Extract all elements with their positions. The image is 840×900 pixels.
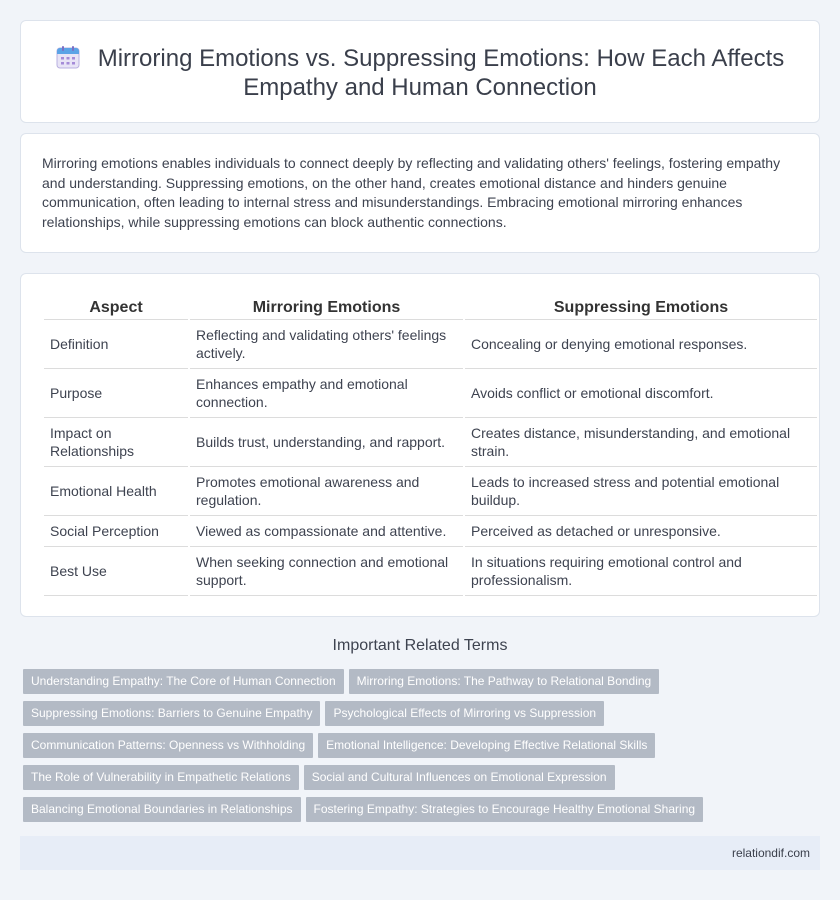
aspect-cell: Social Perception: [44, 516, 188, 547]
table-row: [44, 418, 817, 467]
column-header-mirroring: Mirroring Emotions: [190, 296, 463, 320]
table-row: [44, 516, 817, 547]
calendar-icon: [56, 45, 80, 69]
mirroring-cell: Reflecting and validating others' feelings actively.: [190, 320, 463, 369]
table-row: [44, 547, 817, 596]
column-header-aspect: Aspect: [44, 296, 188, 320]
related-term-tag[interactable]: Balancing Emotional Boundaries in Relationships: [23, 797, 301, 822]
comparison-table: [42, 296, 819, 596]
aspect-cell: Best Use: [44, 547, 188, 596]
footer: [20, 836, 820, 870]
aspect-cell: Definition: [44, 320, 188, 369]
related-term-tag[interactable]: Psychological Effects of Mirroring vs Suppression: [325, 701, 604, 726]
suppressing-cell: Avoids conflict or emotional discomfort.: [465, 369, 817, 418]
suppressing-cell: In situations requiring emotional control and professionalism.: [465, 547, 817, 596]
aspect-cell: Purpose: [44, 369, 188, 418]
related-term-tag[interactable]: Emotional Intelligence: Developing Effective Relational Skills: [318, 733, 655, 758]
related-term-tag[interactable]: Suppressing Emotions: Barriers to Genuine Empathy: [23, 701, 320, 726]
title-card: [20, 20, 820, 123]
suppressing-cell: Perceived as detached or unresponsive.: [465, 516, 817, 547]
footer-site-link[interactable]: relationdif.com: [731, 846, 810, 860]
page-title: Mirroring Emotions vs. Suppressing Emotions: How Each Affects Empathy and Human Connection: [97, 45, 785, 101]
aspect-cell: Impact on Relationships: [44, 418, 188, 467]
mirroring-cell: Builds trust, understanding, and rapport.: [190, 418, 463, 467]
table-row: [44, 320, 817, 369]
related-term-tag[interactable]: The Role of Vulnerability in Empathetic Relations: [23, 765, 299, 790]
page-title-wrap: [21, 44, 819, 102]
related-terms-list: [23, 669, 823, 829]
suppressing-cell: Creates distance, misunderstanding, and emotional strain.: [465, 418, 817, 467]
mirroring-cell: When seeking connection and emotional support.: [190, 547, 463, 596]
related-term-tag[interactable]: Understanding Empathy: The Core of Human Connection: [23, 669, 344, 694]
related-term-tag[interactable]: Fostering Empathy: Strategies to Encourage Healthy Emotional Sharing: [306, 797, 704, 822]
related-term-tag[interactable]: Social and Cultural Influences on Emotional Expression: [304, 765, 615, 790]
column-header-suppressing: Suppressing Emotions: [465, 296, 817, 320]
mirroring-cell: Enhances empathy and emotional connection.: [190, 369, 463, 418]
related-term-tag[interactable]: Mirroring Emotions: The Pathway to Relational Bonding: [349, 669, 660, 694]
comparison-card: [20, 273, 820, 617]
suppressing-cell: Concealing or denying emotional responses.: [465, 320, 817, 369]
related-term-tag[interactable]: Communication Patterns: Openness vs Withholding: [23, 733, 313, 758]
table-header-row: [44, 296, 817, 320]
mirroring-cell: Viewed as compassionate and attentive.: [190, 516, 463, 547]
intro-paragraph: Mirroring emotions enables individuals to connect deeply by reflecting and validating others' feelings, fostering empathy and understanding. Suppressing emotions, on the other hand, creates emotional distance and hinders genuine communication, often leading to internal stress and misunderstandings. Embracing emotional mirroring enhances relationships, while suppressing emotions can block authentic connections.: [42, 155, 781, 230]
related-terms-heading: Important Related Terms: [332, 637, 508, 654]
mirroring-cell: Promotes emotional awareness and regulation.: [190, 467, 463, 516]
table-row: [44, 369, 817, 418]
suppressing-cell: Leads to increased stress and potential emotional buildup.: [465, 467, 817, 516]
intro-card: [20, 133, 820, 253]
table-row: [44, 467, 817, 516]
aspect-cell: Emotional Health: [44, 467, 188, 516]
